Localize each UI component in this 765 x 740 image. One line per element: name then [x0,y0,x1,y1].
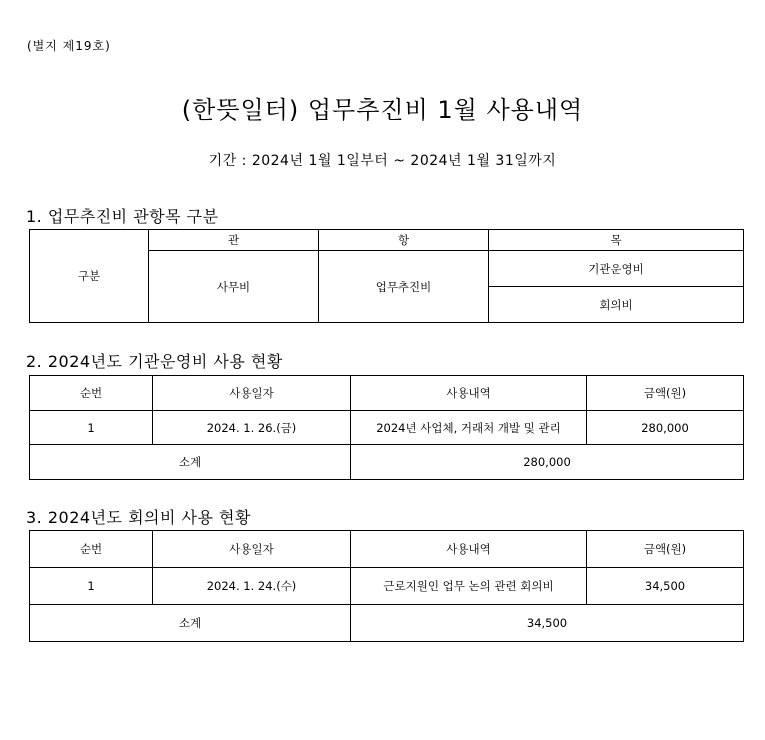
section3-heading: 3. 2024년도 회의비 사용 현황 [26,508,251,527]
subtotal-row [30,605,744,642]
row-date: 2024. 1. 26.(금) [153,411,351,445]
row-detail: 근로지원인 업무 논의 관련 회의비 [351,568,587,605]
col-header-amount: 금액(원) [587,376,744,411]
subtotal-label: 소계 [30,445,351,480]
col-header-detail: 사용내역 [351,531,587,568]
col-header-date: 사용일자 [153,531,351,568]
form-number: (별지 제19호) [27,39,111,53]
meeting-expense-table [29,530,744,642]
section1-heading: 1. 업무추진비 관항목 구분 [26,207,219,226]
classification-label: 구분 [30,230,149,323]
col-header-no: 순번 [30,531,153,568]
col-header-amount: 금액(원) [587,531,744,568]
gwan-value: 사무비 [149,251,319,323]
gwan-header: 관 [149,230,319,251]
document-title: (한뜻일터) 업무추진비 1월 사용내역 [181,96,584,124]
row-date: 2024. 1. 24.(수) [153,568,351,605]
subtotal-value: 280,000 [351,445,744,480]
col-header-no: 순번 [30,376,153,411]
subtotal-label: 소계 [30,605,351,642]
period-text: 기간 : 2024년 1월 1일부터 ~ 2024년 1월 31일까지 [208,153,557,169]
col-header-detail: 사용내역 [351,376,587,411]
mok-value: 회의비 [489,287,744,323]
table-row [30,411,744,445]
classification-table [29,229,744,323]
hang-value: 업무추진비 [319,251,489,323]
col-header-date: 사용일자 [153,376,351,411]
hang-header: 항 [319,230,489,251]
section2-heading: 2. 2024년도 기관운영비 사용 현황 [26,352,283,371]
row-no: 1 [30,411,153,445]
subtotal-row [30,445,744,480]
row-no: 1 [30,568,153,605]
table-row [30,568,744,605]
mok-header: 목 [489,230,744,251]
mok-value: 기관운영비 [489,251,744,287]
subtotal-value: 34,500 [351,605,744,642]
row-amount: 34,500 [587,568,744,605]
operating-expense-table [29,375,744,480]
row-detail: 2024년 사업체, 거래처 개발 및 관리 [351,411,587,445]
row-amount: 280,000 [587,411,744,445]
